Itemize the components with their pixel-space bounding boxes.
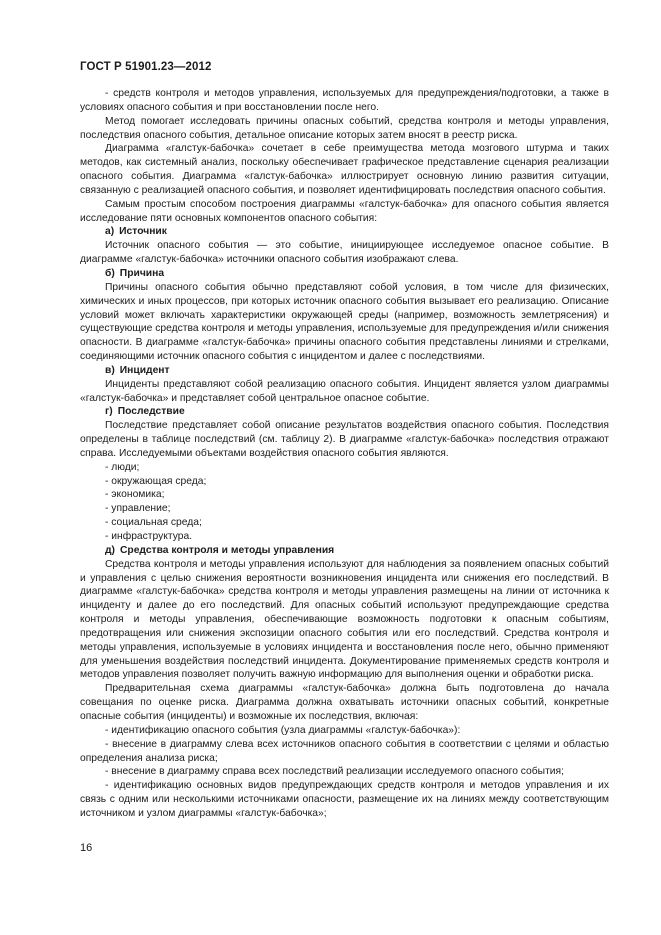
section-heading-v	[80, 364, 609, 378]
paragraph: Последствие представляет собой описание результатов воздействия опасного события. Последствия определены в таблице последствий (см. таблицу 2). В диаграмме «галстук-бабочка» последствия отражают справа. Исследуемыми объектами воздействия опасного события являются.	[80, 420, 609, 459]
paragraph: Самым простым способом построения диаграммы «галстук-бабочка» для опасного события является исследование пяти основных компонентов опасного события:	[80, 198, 609, 224]
heading-number: в)	[105, 364, 115, 376]
paragraph: - средств контроля и методов управления, используемых для предупреждения/подготовки, а также в условиях опасного события и при восстановлении после него.	[80, 88, 609, 113]
paragraph: Предварительная схема диаграммы «галстук-бабочка» должна быть подготовлена до начала совещания по оценке риска. Диаграмма должна охватывать источники опасных событий, конкретные опасные события (инциденты) и возможные их последствия, включая:	[80, 683, 609, 722]
list-item: - идентификацию основных видов предупреждающих средств контроля и методов управления и их связь с одним или несколькими источниками опасности, размещение их на линиях между соответствующим источником и узлом диаграммы «галстук-бабочка»;	[80, 780, 609, 819]
list-item: - внесение в диаграмму справа всех последствий реализации исследуемого опасного события;	[105, 766, 564, 778]
list-item: - внесение в диаграмму слева всех источников опасного события в соответствии с целями и областью определения анализа риска;	[80, 738, 609, 764]
paragraph: Инциденты представляют собой реализацию опасного события. Инцидент является узлом диаграммы «галстук-бабочка» и представляет собой центральное опасное событие.	[80, 378, 609, 404]
section-heading-b	[80, 267, 609, 281]
list-item: - люди;	[105, 461, 140, 473]
heading-text: Средства контроля и методы управления	[119, 544, 335, 556]
heading-text: Последствие	[117, 406, 185, 418]
list-item: - экономика;	[105, 489, 165, 501]
page-number: 16	[80, 842, 93, 854]
list-item: - инфраструктура.	[105, 531, 193, 542]
section-heading-d	[80, 544, 609, 558]
heading-number: г)	[105, 406, 113, 418]
section-heading-a	[80, 225, 609, 239]
section-heading-g	[80, 405, 609, 419]
list-item: - управление;	[105, 503, 171, 515]
document-body	[80, 87, 609, 821]
heading-number: а)	[105, 226, 115, 238]
paragraph: Диаграмма «галстук-бабочка» сочетает в себе преимущества метода мозгового штурма и таких методов, как системный анализ, поскольку обеспечивает графическое представление сценария реализации опасного события. Диаграмма «галстук-бабочка» иллюстрирует основную линию развития ситуации, связанную с реализацией опасного события, и позволяет идентифицировать последствия опасного события.	[80, 143, 609, 196]
heading-number: д)	[105, 544, 115, 556]
standard-header: ГОСТ Р 51901.23—2012	[80, 61, 212, 73]
list-item: - идентификацию опасного события (узла диаграммы «галстук-бабочка»):	[105, 724, 461, 736]
heading-text: Инцидент	[119, 364, 170, 376]
heading-number: б)	[105, 267, 115, 279]
list-item: - окружающая среда;	[105, 475, 207, 487]
paragraph: Причины опасного события обычно представляют собой условия, в том числе для физических, химических и иных процессов, при которых источник опасного события вызывает его реализацию. Описание условий может включать характеристики окружающей среды (например, возможность землетрясения) и существующие средства контроля и методы управления, используемые для предупреждения и/или снижения опасности. В диаграмме «галстук-бабочка» причины опасного события представлены линиями и стрелками, соединяющими источник опасного события с инцидентом и далее с последствиями.	[80, 281, 609, 363]
heading-text: Причина	[119, 267, 165, 279]
list-item: - социальная среда;	[105, 517, 202, 529]
paragraph: Метод помогает исследовать причины опасных событий, средства контроля и методы управления, последствия опасного события, детальное описание которых затем вносят в реестр риска.	[80, 115, 609, 141]
paragraph: Источник опасного события — это событие, инициирующее исследуемое опасное событие. В диаграмме «галстук-бабочка» источники опасного события изображают слева.	[80, 240, 609, 266]
paragraph: Средства контроля и методы управления используют для наблюдения за появлением опасных событий и управления с целью снижения вероятности возникновения инцидента или снижения его последствий. В диаграмме «галстук-бабочка» средства контроля и методы управления размещены на линии от источника к инциденту и далее до его последствий. Для опасных событий используют предупреждающие средства контроля и методы управления, обеспечивающие возможность подготовки к опасным событиям, предотвращения или снижения экспозиции опасного события или его последствий. Средства контроля и методы управления, используемые в условиях инцидента и восстановления после него, обычно применяют для уменьшения воздействия последствий инцидента. Документирование применяемых средств контроля и методов управления позволяет получить важную информацию для выполнения оценки и обработки риска.	[80, 558, 609, 681]
heading-text: Источник	[119, 226, 167, 238]
